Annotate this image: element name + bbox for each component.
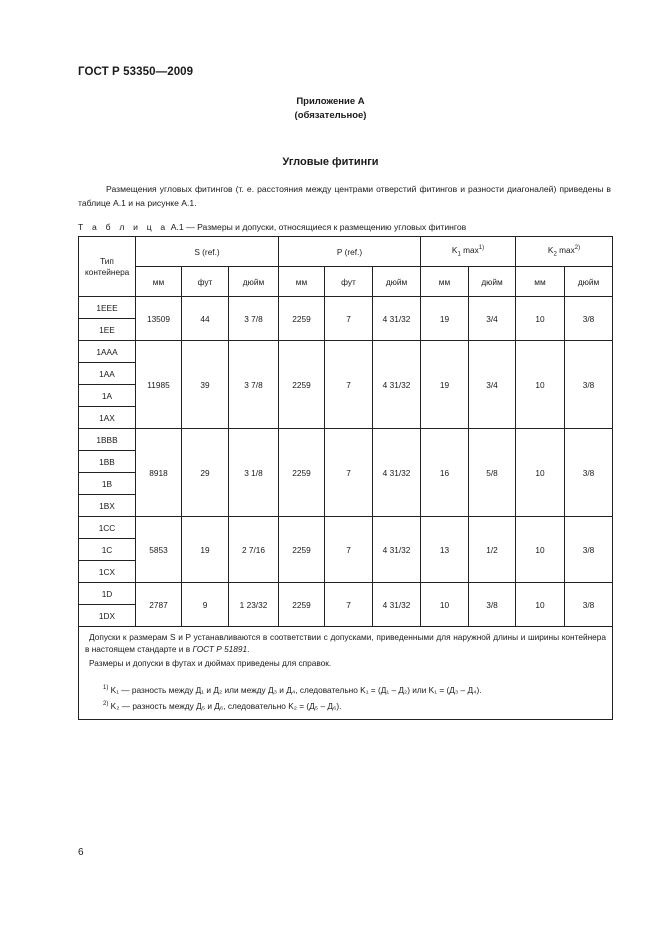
value-cell: 7 [325,429,373,517]
container-type-cell: 1EEE [79,297,136,319]
annex-title: Приложение А [296,96,365,107]
k2-sub: 2 [553,251,557,258]
value-cell: 19 [421,297,469,341]
value-cell: 2259 [279,297,325,341]
value-cell: 5853 [136,517,182,583]
value-cell: 1/2 [469,517,516,583]
value-cell: 3 1/8 [229,429,279,517]
header-row [79,237,613,267]
value-cell: 5/8 [469,429,516,517]
value-cell: 8918 [136,429,182,517]
value-cell: 19 [182,517,229,583]
container-type-cell: 1B [79,473,136,495]
value-cell: 16 [421,429,469,517]
header-type: Тип контейнера [79,237,136,297]
header-k1 [421,237,516,267]
value-cell: 10 [516,517,565,583]
unit-cell: дюйм [469,267,516,297]
header-p: P (ref.) [279,237,421,267]
value-cell: 2259 [279,341,325,429]
table-caption [78,222,466,232]
container-type-cell: 1AX [79,407,136,429]
container-type-cell: 1A [79,385,136,407]
container-type-cell: 1BBB [79,429,136,451]
unit-cell: дюйм [565,267,613,297]
value-cell: 4 31/32 [373,297,421,341]
table-row [79,341,613,363]
unit-cell: мм [136,267,182,297]
table-row [79,517,613,539]
unit-cell: фут [325,267,373,297]
value-cell: 7 [325,297,373,341]
container-type-cell: 1AA [79,363,136,385]
container-type-cell: 1BX [79,495,136,517]
table-row [79,583,613,605]
fittings-table [78,236,613,720]
value-cell: 3 7/8 [229,341,279,429]
note-1-end: . [247,644,250,654]
container-type-cell: 1C [79,539,136,561]
value-cell: 10 [516,429,565,517]
value-cell: 3 7/8 [229,297,279,341]
footnotes [85,681,606,713]
annex-status: (обязательное) [294,110,367,121]
value-cell: 19 [421,341,469,429]
value-cell: 4 31/32 [373,517,421,583]
value-cell: 1 23/32 [229,583,279,627]
value-cell: 7 [325,517,373,583]
note-1-text: Допуски к размерам S и P устанавливаются в соответствии с допусками, приведенными для наружной длины и ширины контейнера в настоящем стандарте и в [85,632,607,654]
value-cell: 10 [516,583,565,627]
header-s: S (ref.) [136,237,279,267]
container-type-cell: 1AAA [79,341,136,363]
value-cell: 29 [182,429,229,517]
value-cell: 10 [516,341,565,429]
units-row [79,267,613,297]
unit-cell: мм [279,267,325,297]
container-type-cell: 1D [79,583,136,605]
value-cell: 10 [421,583,469,627]
footnote-2-text: K₂ — разность между Д₅ и Д₆, следовательно K₂ = (Д₅ – Д₆). [110,700,342,711]
footnote-2 [103,697,606,713]
notes-row [79,627,613,720]
value-cell: 3/8 [565,517,613,583]
note-2: Размеры и допуски в футах и дюймах приведены для справок. [89,658,332,668]
value-cell: 3/4 [469,341,516,429]
unit-cell: дюйм [373,267,421,297]
value-cell: 13509 [136,297,182,341]
footnote-1-mark: 1) [103,685,109,691]
k2-letter: K [547,245,554,256]
unit-cell: фут [182,267,229,297]
value-cell: 13 [421,517,469,583]
table-row [79,297,613,319]
footnote-1 [103,681,606,697]
value-cell: 4 31/32 [373,341,421,429]
page-number: 6 [78,847,84,858]
footnote-1-text: K₁ — разность между Д₁ и Д₂ или между Д₃ и Д₄, следовательно K₁ = (Д₁ – Д₂) или K₁ = (Д₃ – Д₄). [110,684,482,695]
section-title: Угловые фитинги [282,156,379,168]
value-cell: 2259 [279,583,325,627]
document-code: ГОСТ Р 53350—2009 [78,66,194,78]
container-type-cell: 1CC [79,517,136,539]
container-type-cell: 1BB [79,451,136,473]
value-cell: 3/8 [469,583,516,627]
value-cell: 2787 [136,583,182,627]
k1-sub: 1 [457,251,461,258]
value-cell: 7 [325,583,373,627]
value-cell: 3/8 [565,429,613,517]
value-cell: 3/4 [469,297,516,341]
value-cell: 2 7/16 [229,517,279,583]
note-1-reference: ГОСТ Р 51891 [192,644,248,654]
table-caption-prefix: Т а б л и ц а [78,222,169,232]
container-type-cell: 1DX [79,605,136,627]
value-cell: 3/8 [565,297,613,341]
container-type-cell: 1CX [79,561,136,583]
value-cell: 10 [516,297,565,341]
unit-cell: дюйм [229,267,279,297]
table-notes [85,631,606,669]
value-cell: 3/8 [565,583,613,627]
k2-max: max [556,245,575,256]
table-caption-text: А.1 — Размеры и допуски, относящиеся к размещению угловых фитингов [170,222,467,232]
value-cell: 3/8 [565,341,613,429]
unit-cell: мм [516,267,565,297]
value-cell: 2259 [279,429,325,517]
value-cell: 11985 [136,341,182,429]
value-cell: 2259 [279,517,325,583]
container-type-cell: 1EE [79,319,136,341]
note-1 [85,631,606,655]
k2-sup: 2) [574,245,581,252]
footnote-2-mark: 2) [103,700,109,707]
value-cell: 9 [182,583,229,627]
table-row [79,429,613,451]
k1-sup: 1) [478,245,485,252]
intro-paragraph [78,183,611,210]
value-cell: 4 31/32 [373,583,421,627]
k1-letter: K [451,245,458,256]
header-k2 [516,237,613,267]
intro-text: Размещения угловых фитингов (т. е. расстояния между центрами отверстий фитингов и разности диагоналей) приведены в таблице А.1 и на рисунке А.1. [78,184,611,208]
value-cell: 39 [182,341,229,429]
value-cell: 44 [182,297,229,341]
value-cell: 4 31/32 [373,429,421,517]
unit-cell: мм [421,267,469,297]
k1-max: max [460,245,479,256]
notes-cell [79,627,613,720]
value-cell: 7 [325,341,373,429]
